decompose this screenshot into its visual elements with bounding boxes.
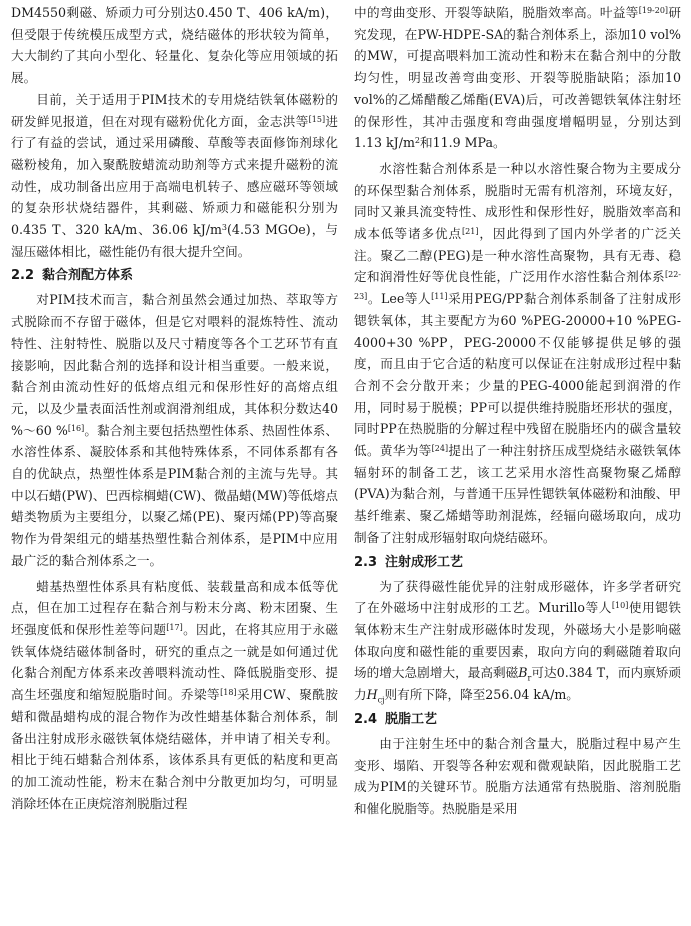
paragraph: DM4550剩磁、矫顽力可分别达0.450 T、406 kA/m)，但受限于传统模压成型方式，烧结磁体的形状较为简单，大大制约了其向小型化、轻量化、复杂化等应用领域的拓展。: [11, 5, 338, 86]
text-run: 中的弯曲变形、开裂等缺陷，脱脂效率高。叶益等: [354, 5, 639, 20]
text-run: 和11.9 MPa。: [420, 135, 506, 151]
left-column: [11, 2, 338, 814]
text-run: 目前，关于适用于PIM技术的专用烧结铁氧体磁粉的研发鲜见报道，但在对现有磁粉优化方面，金志洪等: [11, 91, 338, 129]
text-run: 使用锶铁氧体粉末生产注射成形磁体时发现，外磁场大小是影响磁体取向度和磁性能的重要因素，取向方向的剩磁随着取向场的增大急剧增大，最高剩磁: [354, 600, 681, 681]
section-title: 注射成形工艺: [385, 554, 464, 570]
paragraph: [11, 576, 338, 815]
text-run: 进行了有益的尝试，通过采用磷酸、草酸等表面修饰剂球化磁粉棱角，加入聚酰胺蜡流动助剂等方式来提升磁粉的流动性，成功制备出应用于高端电机转子、感应磁环等领域的复杂形状烧结器件，其剩磁、矫顽力和磁能积分别为0.435 T、320 kA/m、36.06 kJ/m: [11, 113, 339, 238]
paragraph: [354, 158, 681, 549]
symbol-br: B: [518, 665, 528, 681]
citation: [19-20]: [638, 6, 669, 15]
text-run: 蜡基热塑性体系具有粘度低、装载量高和成本低等优点，但在加工过程存在黏合剂与粉末分离、粉末团聚、生坯强度低和保形性差等问题: [11, 578, 338, 637]
citation: [11]: [431, 292, 448, 302]
section-heading: [354, 709, 681, 730]
text-run: 研究发现，在PW-HDPE-SA的黏合剂体系上，添加10 vol%的MW，可提高喂料加工流动性和粉末在黏合剂中的分散均匀性，明显改善弯曲变形、开裂等脱脂缺陷；添加10 vol%的乙烯醋酸乙烯酯(EVA)后，可改善锶铁氧体注射坯的保形性，其冲击强度和弯曲强度增幅明显，分别达到1.13 kJ/m: [354, 5, 682, 151]
text-run: 采用CW、聚酰胺蜡和微晶蜡构成的混合物作为改性蜡基体黏合剂体系，制备出注射成形永磁铁氧体烧结磁体，并申请了相关专利。相比于纯石蜡黏合剂体系，该体系具有更低的粘度和更高的加工流动性能，粉末在黏合剂中分散更加均匀，可明显消除坯体在正庚烷溶剂脱脂过程: [11, 687, 338, 811]
section-number: 2.4: [354, 711, 378, 727]
text-run: 采用PEG/PP黏合剂体系制备了注射成形锶铁氧体，其主要配方为60 %PEG-20000+10 %PEG-4000+30 %PP，PEG-20000不仅能够提供足够的强度，而且由于它合适的粘度可以保证在注射成形过程中黏合剂不会分散开来；少量的PEG-4000能起到润滑的作用，同时易于脱模；PP可以提供维持脱脂坯形状的强度，同时PP在热脱脂的分解过程中残留在脱脂坯内的碳含量较低。黄华为等: [354, 291, 681, 459]
section-title: 脱脂工艺: [385, 711, 438, 727]
text-run: 对PIM技术而言，黏合剂虽然会通过加热、萃取等方式脱除而不存留于磁体，但是它对喂料的混炼特性、流动特性、注射特性、脱脂以及尺寸精度等各个工艺环节有直接影响，因此黏合剂的选择和设计相当重要。一般来说，黏合剂由流动性好的低熔点组元和保形性好的高熔点组元，以及少量表面活性剂或润滑剂组成，其体积分数达40 %～60 %: [11, 292, 338, 438]
text-run: 。因此，在将其应用于永磁铁氧体烧结磁体制备时，研究的重点之一就是如何通过优化黏合剂配方体系来改善喂料流动性、降低脱脂变形、提高生坯强度和缩短脱脂时间。乔梁等: [11, 621, 339, 703]
subscript: r: [527, 673, 532, 683]
paragraph: [354, 576, 681, 706]
citation: [18]: [220, 688, 237, 698]
text-run: 水溶性黏合剂体系是一种以水溶性聚合物为主要成分的环保型黏合剂体系，脱脂时无需有机溶剂，环境友好，同时又兼具流变特性、成形性和保形性好，脱脂效率高和成本低等诸多优点: [354, 160, 681, 242]
citation: [15]: [308, 114, 326, 124]
text-run: ，因此得到了国内外学者的广泛关注。聚乙二醇(PEG)是一种水溶性高聚物，具有无毒、稳定和润滑性好等优良性能，广泛用作水溶性黏合剂体系: [354, 226, 682, 285]
section-number: 2.2: [11, 268, 35, 284]
text-run: 可达0.384 T，而内禀矫顽力: [354, 665, 682, 703]
text-run: (4.53 MGOe)，与湿压磁体相比，磁性能仍有很大提升空间。: [11, 222, 338, 259]
citation: [22-23]: [354, 270, 681, 302]
superscript: 2: [414, 136, 421, 146]
citation: [16]: [67, 423, 85, 433]
citation: [21]: [462, 227, 479, 237]
right-column: [354, 2, 681, 820]
text-run: 。Lee等人: [367, 291, 432, 307]
citation: [24]: [431, 444, 449, 454]
citation: [10]: [611, 601, 629, 611]
paragraph: [11, 289, 338, 571]
section-heading: [11, 265, 338, 286]
paragraph: [354, 2, 681, 154]
superscript: 3: [221, 223, 228, 233]
paragraph: [11, 89, 338, 263]
section-title: 黏合剂配方体系: [42, 268, 134, 284]
citation: [17]: [166, 622, 183, 632]
text-run: 为了获得磁性能优异的注射成形磁体，许多学者研究了在外磁场中注射成形的工艺。Murillo等人: [354, 578, 681, 616]
section-heading: [354, 552, 681, 573]
text-run: 提出了一种注射挤压成型烧结永磁铁氧体辐射环的制备工艺，该工艺采用水溶性高聚物聚乙烯醇(PVA)为黏合剂，与普通干压异性锶铁氧体磁粉和油酸、甲基纤维素、聚乙烯蜡等助剂混炼，经辐向磁场取向，成功制备了注射成形辐射取向烧结磁环。: [354, 443, 682, 545]
text-run: 则有所下降，降至256.04 kA/m。: [384, 687, 579, 703]
paragraph: 由于注射生坯中的黏合剂含量大，脱脂过程中易产生变形、塌陷、开裂等各种宏观和微观缺陷，因此脱脂工艺成为PIM的关键环节。脱脂方法通常有热脱脂、溶剂脱脂和催化脱脂等。热脱脂是采用: [354, 735, 681, 816]
symbol-hcj: H: [366, 687, 378, 703]
subscript: cj: [377, 695, 385, 705]
section-number: 2.3: [354, 554, 378, 570]
text-run: 。黏合剂主要包括热塑性体系、热固性体系、水溶性体系、凝胶体系和其他特殊体系，不同体系都有各自的优缺点，热塑性体系是PIM黏合剂的主流与先导。其中以石蜡(PW)、巴西棕榈蜡(CW)、微晶蜡(MW)等低熔点蜡类物质为主要组分，以聚乙烯(PE)、聚丙烯(PP)等高聚物作为骨架组元的蜡基热塑性黏合剂体系，是PIM中应用最广泛的黏合剂体系之一。: [11, 422, 339, 568]
